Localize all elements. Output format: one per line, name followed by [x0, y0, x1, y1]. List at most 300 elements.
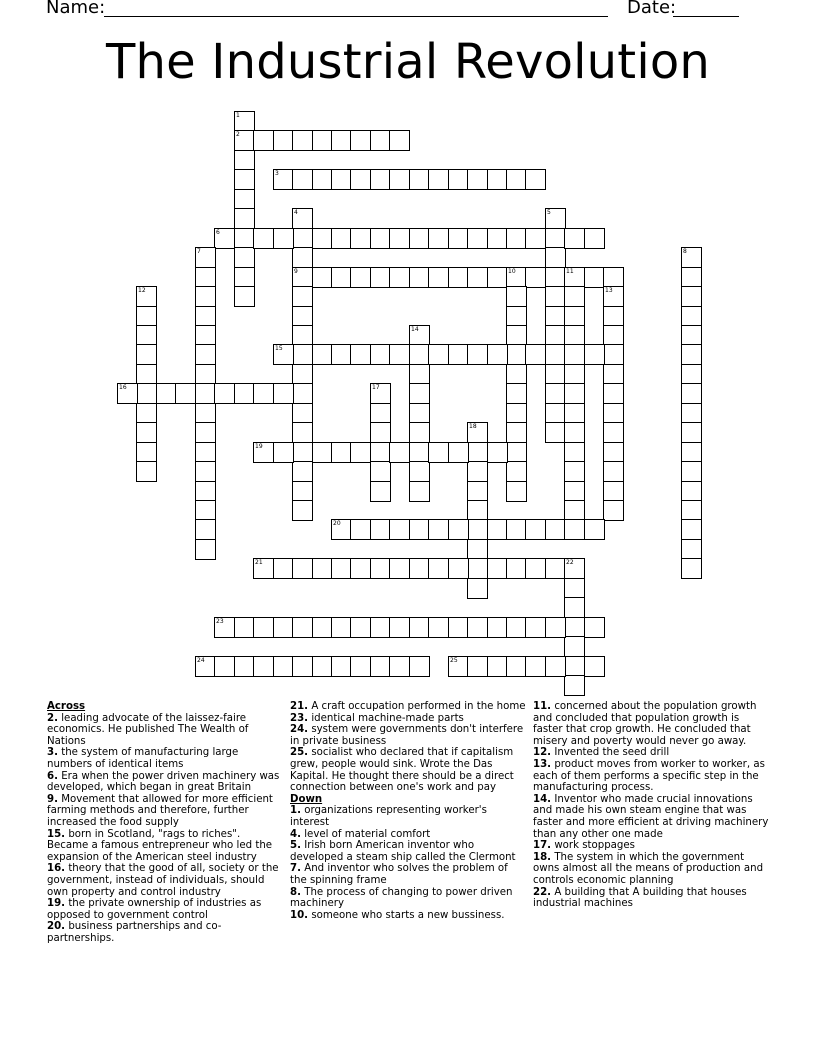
grid-cell[interactable]: [564, 267, 585, 288]
grid-cell[interactable]: [195, 500, 216, 521]
grid-cell[interactable]: [603, 442, 624, 463]
grid-cell[interactable]: [234, 169, 255, 190]
grid-cell[interactable]: [506, 461, 527, 482]
grid-cell[interactable]: [487, 344, 508, 365]
grid-cell[interactable]: [409, 519, 430, 540]
grid-cell[interactable]: [350, 267, 371, 288]
grid-cell[interactable]: [584, 617, 605, 638]
grid-cell[interactable]: [273, 130, 294, 151]
grid-cell[interactable]: [448, 519, 469, 540]
grid-cell[interactable]: [603, 325, 624, 346]
grid-cell[interactable]: [681, 539, 702, 560]
grid-cell[interactable]: [350, 169, 371, 190]
grid-cell[interactable]: [253, 617, 274, 638]
grid-cell[interactable]: [603, 481, 624, 502]
grid-cell[interactable]: [253, 383, 274, 404]
grid-cell[interactable]: [389, 130, 410, 151]
grid-cell[interactable]: [234, 267, 255, 288]
grid-cell[interactable]: [292, 403, 313, 424]
grid-cell[interactable]: [136, 306, 157, 327]
grid-cell[interactable]: [467, 169, 488, 190]
grid-cell[interactable]: [136, 403, 157, 424]
grid-cell[interactable]: [389, 267, 410, 288]
grid-cell[interactable]: [564, 656, 585, 677]
grid-cell[interactable]: [253, 558, 274, 579]
grid-cell[interactable]: [681, 422, 702, 443]
grid-cell[interactable]: [603, 344, 624, 365]
grid-cell[interactable]: [428, 344, 449, 365]
clue-number: 17: [372, 384, 380, 391]
grid-cell[interactable]: [681, 500, 702, 521]
grid-cell[interactable]: [350, 344, 371, 365]
grid-cell[interactable]: [370, 558, 391, 579]
grid-cell[interactable]: [506, 617, 527, 638]
grid-cell[interactable]: [584, 656, 605, 677]
grid-cell[interactable]: [564, 422, 585, 443]
grid-cell[interactable]: [312, 169, 333, 190]
down-clue: [533, 840, 769, 852]
grid-cell[interactable]: [467, 267, 488, 288]
grid-cell[interactable]: [409, 383, 430, 404]
grid-cell[interactable]: [292, 364, 313, 385]
grid-cell[interactable]: [681, 442, 702, 463]
grid-cell[interactable]: [584, 519, 605, 540]
grid-cell[interactable]: [681, 286, 702, 307]
grid-cell[interactable]: [603, 403, 624, 424]
grid-cell[interactable]: [545, 364, 566, 385]
grid-cell[interactable]: [195, 403, 216, 424]
grid-cell[interactable]: [195, 461, 216, 482]
grid-cell[interactable]: [331, 344, 352, 365]
grid-cell[interactable]: [506, 558, 527, 579]
grid-cell[interactable]: [564, 617, 585, 638]
grid-cell[interactable]: [273, 228, 294, 249]
grid-cell[interactable]: [448, 617, 469, 638]
grid-cell[interactable]: [584, 267, 605, 288]
grid-cell[interactable]: [428, 558, 449, 579]
grid-cell[interactable]: [234, 189, 255, 210]
grid-cell[interactable]: [525, 617, 546, 638]
grid-cell[interactable]: [428, 169, 449, 190]
grid-cell[interactable]: [234, 208, 255, 229]
grid-cell[interactable]: [214, 617, 235, 638]
grid-cell[interactable]: [487, 519, 508, 540]
grid-cell[interactable]: [136, 383, 157, 404]
grid-cell[interactable]: [292, 461, 313, 482]
grid-cell[interactable]: [584, 228, 605, 249]
grid-cell[interactable]: [195, 481, 216, 502]
grid-cell[interactable]: [409, 325, 430, 346]
grid-cell[interactable]: [331, 442, 352, 463]
grid-cell[interactable]: [292, 286, 313, 307]
grid-cell[interactable]: [428, 267, 449, 288]
grid-cell[interactable]: [370, 403, 391, 424]
grid-cell[interactable]: [136, 442, 157, 463]
grid-cell[interactable]: [506, 169, 527, 190]
grid-cell[interactable]: [214, 656, 235, 677]
grid-cell[interactable]: [506, 403, 527, 424]
grid-cell[interactable]: [292, 344, 313, 365]
grid-cell[interactable]: [603, 306, 624, 327]
grid-cell[interactable]: [448, 656, 469, 677]
grid-cell[interactable]: [370, 617, 391, 638]
grid-cell[interactable]: [195, 325, 216, 346]
grid-cell[interactable]: [467, 539, 488, 560]
grid-cell[interactable]: [545, 656, 566, 677]
grid-cell[interactable]: [409, 656, 430, 677]
grid-cell[interactable]: [253, 656, 274, 677]
grid-cell[interactable]: [273, 344, 294, 365]
grid-cell[interactable]: [681, 461, 702, 482]
grid-cell[interactable]: [681, 267, 702, 288]
grid-cell[interactable]: [564, 344, 585, 365]
grid-cell[interactable]: [312, 442, 333, 463]
grid-cell[interactable]: [564, 228, 585, 249]
grid-cell[interactable]: [603, 461, 624, 482]
grid-cell[interactable]: [234, 617, 255, 638]
grid-cell[interactable]: [681, 481, 702, 502]
grid-cell[interactable]: [506, 383, 527, 404]
grid-cell[interactable]: [545, 519, 566, 540]
grid-cell[interactable]: [292, 208, 313, 229]
grid-cell[interactable]: [409, 364, 430, 385]
grid-cell[interactable]: [487, 442, 508, 463]
grid-cell[interactable]: [292, 383, 313, 404]
grid-cell[interactable]: [564, 325, 585, 346]
grid-cell[interactable]: [136, 344, 157, 365]
grid-cell[interactable]: [409, 344, 430, 365]
grid-cell[interactable]: [370, 344, 391, 365]
grid-cell[interactable]: [389, 228, 410, 249]
grid-cell[interactable]: [253, 442, 274, 463]
grid-cell[interactable]: [350, 617, 371, 638]
grid-cell[interactable]: [603, 286, 624, 307]
grid-cell[interactable]: [273, 558, 294, 579]
grid-cell[interactable]: [389, 442, 410, 463]
grid-cell[interactable]: [487, 617, 508, 638]
grid-cell[interactable]: [136, 364, 157, 385]
grid-cell[interactable]: [292, 442, 313, 463]
grid-cell[interactable]: [136, 325, 157, 346]
grid-cell[interactable]: [312, 130, 333, 151]
grid-cell[interactable]: [312, 617, 333, 638]
grid-cell[interactable]: [292, 267, 313, 288]
clue-number-label: 22.: [533, 886, 552, 898]
grid-cell[interactable]: [545, 617, 566, 638]
grid-cell[interactable]: [195, 286, 216, 307]
grid-cell[interactable]: [525, 558, 546, 579]
grid-cell[interactable]: [564, 403, 585, 424]
grid-cell[interactable]: [331, 617, 352, 638]
grid-cell[interactable]: [253, 130, 274, 151]
grid-cell[interactable]: [136, 461, 157, 482]
grid-cell[interactable]: [195, 267, 216, 288]
grid-cell[interactable]: [234, 383, 255, 404]
grid-cell[interactable]: [564, 306, 585, 327]
grid-cell[interactable]: [370, 267, 391, 288]
grid-cell[interactable]: [448, 267, 469, 288]
grid-cell[interactable]: [448, 228, 469, 249]
grid-cell[interactable]: [467, 519, 488, 540]
grid-cell[interactable]: [292, 306, 313, 327]
grid-cell[interactable]: [467, 442, 488, 463]
grid-cell[interactable]: [545, 383, 566, 404]
grid-cell[interactable]: [331, 558, 352, 579]
grid-cell[interactable]: [292, 169, 313, 190]
across-clue: [47, 898, 283, 921]
grid-cell[interactable]: [681, 383, 702, 404]
grid-cell[interactable]: [409, 442, 430, 463]
grid-cell[interactable]: [195, 364, 216, 385]
grid-cell[interactable]: [487, 656, 508, 677]
grid-cell[interactable]: [487, 558, 508, 579]
grid-cell[interactable]: [603, 500, 624, 521]
grid-cell[interactable]: [681, 344, 702, 365]
grid-cell[interactable]: [273, 169, 294, 190]
grid-cell[interactable]: [564, 383, 585, 404]
grid-cell[interactable]: [292, 656, 313, 677]
grid-cell[interactable]: [136, 422, 157, 443]
grid-cell[interactable]: [525, 267, 546, 288]
grid-cell[interactable]: [564, 481, 585, 502]
grid-cell[interactable]: [545, 208, 566, 229]
grid-cell[interactable]: [545, 228, 566, 249]
grid-cell[interactable]: [603, 364, 624, 385]
grid-cell[interactable]: [292, 500, 313, 521]
grid-cell[interactable]: [350, 558, 371, 579]
grid-cell[interactable]: [389, 169, 410, 190]
grid-cell[interactable]: [195, 306, 216, 327]
grid-cell[interactable]: [292, 481, 313, 502]
grid-cell[interactable]: [564, 636, 585, 657]
grid-cell[interactable]: [467, 481, 488, 502]
grid-cell[interactable]: [487, 169, 508, 190]
grid-cell[interactable]: [564, 519, 585, 540]
grid-cell[interactable]: [234, 111, 255, 132]
grid-cell[interactable]: [370, 130, 391, 151]
grid-cell[interactable]: [331, 267, 352, 288]
grid-cell[interactable]: [350, 656, 371, 677]
grid-cell[interactable]: [331, 656, 352, 677]
grid-cell[interactable]: [389, 617, 410, 638]
grid-cell[interactable]: [681, 558, 702, 579]
grid-cell[interactable]: [409, 461, 430, 482]
grid-cell[interactable]: [506, 306, 527, 327]
grid-cell[interactable]: [467, 578, 488, 599]
grid-cell[interactable]: [525, 656, 546, 677]
grid-cell[interactable]: [136, 286, 157, 307]
clue-number-label: 7.: [290, 863, 301, 875]
grid-cell[interactable]: [448, 558, 469, 579]
grid-cell[interactable]: [234, 656, 255, 677]
grid-cell[interactable]: [234, 150, 255, 171]
grid-cell[interactable]: [564, 675, 585, 696]
grid-cell[interactable]: [506, 442, 527, 463]
grid-cell[interactable]: [292, 325, 313, 346]
grid-cell[interactable]: [428, 617, 449, 638]
grid-cell[interactable]: [292, 130, 313, 151]
grid-cell[interactable]: [409, 403, 430, 424]
grid-cell[interactable]: [467, 558, 488, 579]
grid-cell[interactable]: [331, 519, 352, 540]
grid-cell[interactable]: [331, 228, 352, 249]
grid-cell[interactable]: [681, 247, 702, 268]
grid-cell[interactable]: [506, 267, 527, 288]
grid-cell[interactable]: [370, 228, 391, 249]
grid-cell[interactable]: [253, 228, 274, 249]
grid-cell[interactable]: [564, 461, 585, 482]
grid-cell[interactable]: [234, 286, 255, 307]
grid-cell[interactable]: [564, 500, 585, 521]
grid-cell[interactable]: [428, 228, 449, 249]
grid-cell[interactable]: [195, 344, 216, 365]
grid-cell[interactable]: [428, 442, 449, 463]
grid-cell[interactable]: [681, 403, 702, 424]
grid-cell[interactable]: [156, 383, 177, 404]
grid-cell[interactable]: [564, 442, 585, 463]
grid-cell[interactable]: [545, 306, 566, 327]
grid-cell[interactable]: [467, 344, 488, 365]
grid-cell[interactable]: [428, 519, 449, 540]
grid-cell[interactable]: [214, 228, 235, 249]
grid-cell[interactable]: [467, 228, 488, 249]
grid-cell[interactable]: [370, 461, 391, 482]
grid-cell[interactable]: [292, 558, 313, 579]
grid-cell[interactable]: [350, 519, 371, 540]
grid-cell[interactable]: [370, 442, 391, 463]
grid-cell[interactable]: [273, 383, 294, 404]
grid-cell[interactable]: [195, 247, 216, 268]
grid-cell[interactable]: [370, 422, 391, 443]
grid-cell[interactable]: [409, 481, 430, 502]
grid-cell[interactable]: [409, 169, 430, 190]
grid-cell[interactable]: [564, 286, 585, 307]
grid-cell[interactable]: [564, 558, 585, 579]
grid-cell[interactable]: [506, 481, 527, 502]
grid-cell[interactable]: [487, 267, 508, 288]
grid-cell[interactable]: [545, 286, 566, 307]
grid-cell[interactable]: [389, 519, 410, 540]
grid-cell[interactable]: [681, 364, 702, 385]
grid-cell[interactable]: [292, 617, 313, 638]
grid-cell[interactable]: [506, 286, 527, 307]
grid-cell[interactable]: [506, 422, 527, 443]
grid-cell[interactable]: [292, 247, 313, 268]
grid-cell[interactable]: [195, 442, 216, 463]
grid-cell[interactable]: [506, 344, 527, 365]
grid-cell[interactable]: [545, 325, 566, 346]
grid-cell[interactable]: [448, 442, 469, 463]
grid-cell[interactable]: [409, 228, 430, 249]
grid-cell[interactable]: [350, 442, 371, 463]
grid-cell[interactable]: [214, 383, 235, 404]
grid-cell[interactable]: [603, 422, 624, 443]
grid-cell[interactable]: [409, 267, 430, 288]
grid-cell[interactable]: [292, 228, 313, 249]
grid-cell[interactable]: [584, 344, 605, 365]
grid-cell[interactable]: [545, 267, 566, 288]
grid-cell[interactable]: [312, 656, 333, 677]
grid-cell[interactable]: [681, 519, 702, 540]
grid-cell[interactable]: [545, 247, 566, 268]
grid-cell[interactable]: [525, 228, 546, 249]
grid-cell[interactable]: [195, 539, 216, 560]
grid-cell[interactable]: [409, 422, 430, 443]
grid-cell[interactable]: [525, 344, 546, 365]
grid-cell[interactable]: [448, 344, 469, 365]
grid-cell[interactable]: [350, 228, 371, 249]
grid-cell[interactable]: [506, 519, 527, 540]
grid-cell[interactable]: [273, 442, 294, 463]
grid-cell[interactable]: [389, 558, 410, 579]
grid-cell[interactable]: [195, 422, 216, 443]
grid-cell[interactable]: [370, 383, 391, 404]
grid-cell[interactable]: [117, 383, 138, 404]
grid-cell[interactable]: [273, 617, 294, 638]
grid-cell[interactable]: [487, 228, 508, 249]
grid-cell[interactable]: [545, 344, 566, 365]
grid-cell[interactable]: [603, 267, 624, 288]
grid-cell[interactable]: [564, 364, 585, 385]
grid-cell[interactable]: [545, 422, 566, 443]
grid-cell[interactable]: [195, 519, 216, 540]
grid-cell[interactable]: [350, 130, 371, 151]
grid-cell[interactable]: [681, 306, 702, 327]
grid-cell[interactable]: [234, 228, 255, 249]
grid-cell[interactable]: [525, 169, 546, 190]
grid-cell[interactable]: [195, 383, 216, 404]
grid-cell[interactable]: [603, 383, 624, 404]
grid-cell[interactable]: [525, 519, 546, 540]
grid-cell[interactable]: [506, 325, 527, 346]
grid-cell[interactable]: [273, 656, 294, 677]
grid-cell[interactable]: [545, 558, 566, 579]
grid-cell[interactable]: [331, 130, 352, 151]
grid-cell[interactable]: [681, 325, 702, 346]
grid-cell[interactable]: [467, 422, 488, 443]
grid-cell[interactable]: [370, 169, 391, 190]
grid-cell[interactable]: [292, 422, 313, 443]
grid-cell[interactable]: [506, 656, 527, 677]
grid-cell[interactable]: [409, 558, 430, 579]
grid-cell[interactable]: [467, 656, 488, 677]
grid-cell[interactable]: [564, 597, 585, 618]
grid-cell[interactable]: [409, 617, 430, 638]
grid-cell[interactable]: [195, 656, 216, 677]
grid-cell[interactable]: [370, 481, 391, 502]
grid-cell[interactable]: [312, 558, 333, 579]
grid-cell[interactable]: [389, 344, 410, 365]
grid-cell[interactable]: [234, 130, 255, 151]
grid-cell[interactable]: [312, 267, 333, 288]
grid-cell[interactable]: [467, 500, 488, 521]
grid-cell[interactable]: [448, 169, 469, 190]
grid-cell[interactable]: [312, 344, 333, 365]
grid-cell[interactable]: [370, 656, 391, 677]
grid-cell[interactable]: [312, 228, 333, 249]
grid-cell[interactable]: [506, 228, 527, 249]
grid-cell[interactable]: [234, 247, 255, 268]
grid-cell[interactable]: [370, 519, 391, 540]
grid-cell[interactable]: [389, 656, 410, 677]
grid-cell[interactable]: [506, 364, 527, 385]
grid-cell[interactable]: [175, 383, 196, 404]
grid-cell[interactable]: [564, 578, 585, 599]
grid-cell[interactable]: [467, 461, 488, 482]
grid-cell[interactable]: [467, 617, 488, 638]
grid-cell[interactable]: [545, 403, 566, 424]
grid-cell[interactable]: [331, 169, 352, 190]
